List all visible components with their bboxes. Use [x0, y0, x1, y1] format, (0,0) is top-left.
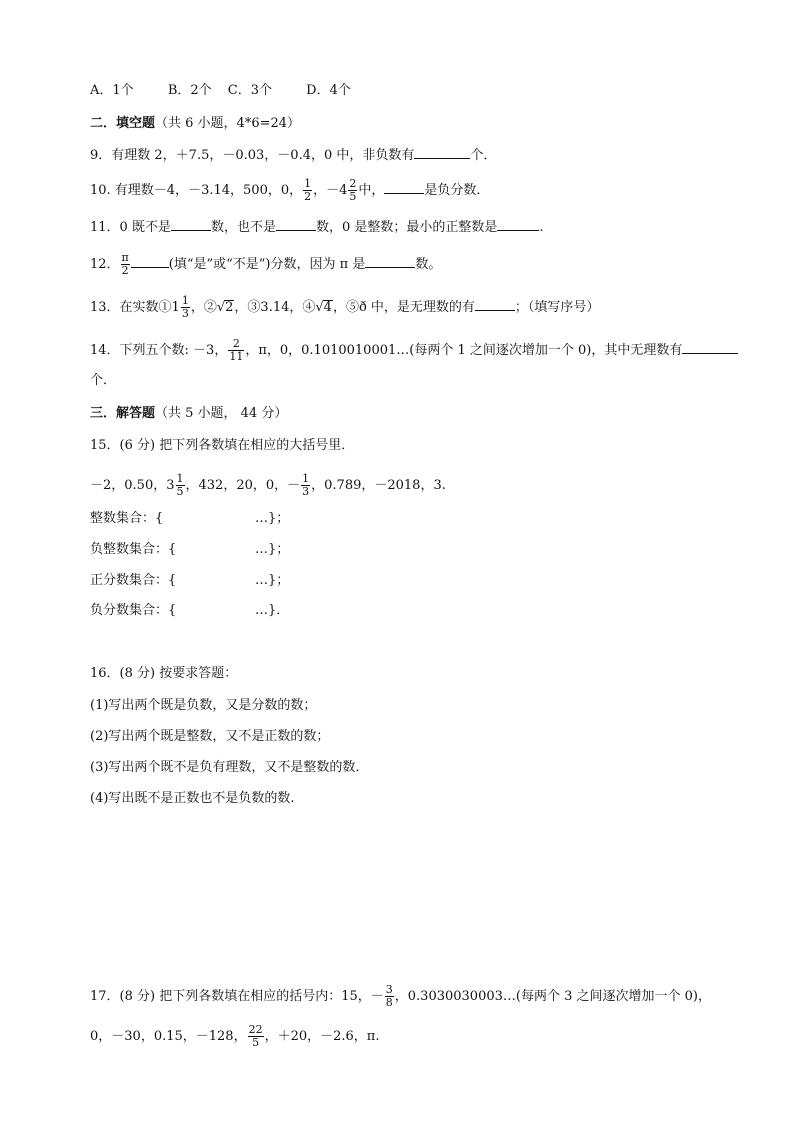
- q15-fraction: [301, 473, 310, 498]
- section-2-note: （共 6 小题，4*6=24）: [155, 116, 301, 131]
- q11-blank-3[interactable]: [497, 218, 539, 231]
- q16-item-1: (1)写出两个既是负数，又是分数的数；: [90, 698, 317, 713]
- question-11: [90, 218, 544, 237]
- option-d: D．4个: [306, 83, 351, 98]
- q11-d: .: [539, 220, 544, 235]
- q10-fraction-1: [303, 178, 312, 203]
- q10-f2-num: 2: [349, 177, 357, 190]
- set-negative-integers-label: 负整数集合：{: [90, 542, 177, 557]
- q17-l2b: ，＋20，－2.6，π.: [264, 1029, 380, 1044]
- q12-den: 2: [121, 264, 129, 277]
- question-14: [90, 338, 738, 363]
- q10-post: 中，: [358, 183, 385, 198]
- q16-item-4: (4)写出既不是正数也不是负数的数.: [90, 791, 295, 806]
- section-3-note: （共 5 小题， 44 分）: [155, 406, 288, 421]
- q17-pre: 17．(8 分) 把下列各数填在相应的括号内：15，－: [90, 989, 384, 1004]
- q15-m1-num: 1: [176, 472, 184, 485]
- q11-blank-1[interactable]: [171, 218, 211, 231]
- q10-f2-den: 5: [349, 190, 357, 203]
- set-negative-integers: [90, 541, 289, 559]
- q15-n2: ，432，20，0，－: [185, 478, 301, 493]
- q13-pre: 13．在实数①: [90, 300, 172, 315]
- set-positive-fractions: [90, 572, 289, 590]
- q10-pre: 10. 有理数－4，－3.14，500，0，: [90, 183, 303, 198]
- q10-mid: ，－4: [313, 183, 348, 198]
- q13-whole: 1: [171, 300, 180, 315]
- option-a: A．1个: [90, 83, 134, 98]
- q12-blank-2[interactable]: [365, 255, 415, 268]
- sqrt-icon: √: [216, 300, 226, 315]
- set-integers-close: …}；: [255, 511, 290, 526]
- q15-f2-den: 3: [302, 485, 310, 498]
- q14-line-2: 个．: [90, 373, 117, 388]
- q14-fraction: [228, 338, 244, 363]
- q11-a: 11．0 既不是: [90, 220, 171, 235]
- q13-fraction: [181, 295, 190, 320]
- q15-n1: －2，0.50，3: [90, 478, 175, 493]
- q10-fraction-2: [348, 178, 357, 203]
- q12-blank-1[interactable]: [131, 255, 169, 268]
- set-positive-fractions-label: 正分数集合：{: [90, 573, 177, 588]
- q14-den: 11: [229, 350, 244, 363]
- q13-c3: ，③3.14，④: [234, 300, 316, 315]
- set-integers-label: 整数集合：{: [90, 511, 164, 526]
- q13-c5: ，⑤ð 中，是无理数的有: [332, 300, 475, 315]
- q17-line-2: [90, 1024, 379, 1049]
- q15-stem: 15．(6 分) 把下列各数填在相应的大括号里．: [90, 438, 355, 453]
- q14-pre: 14．下列五个数: －3，: [90, 343, 228, 358]
- q12-end: 数。: [415, 257, 442, 272]
- set-positive-fractions-close: …}；: [255, 573, 290, 588]
- q10-end: 是负分数．: [424, 183, 490, 198]
- q14-post: ，π，0，0.1010010001…(每两个 1 之间逐次增加一个 0)，其中无理数有: [245, 343, 683, 358]
- q17-f1-den: 8: [385, 996, 393, 1009]
- section-3-title: 三．解答题: [90, 406, 156, 421]
- section-2-title: 二．填空题: [90, 116, 156, 131]
- q17-fraction-1: [385, 984, 394, 1009]
- q12-num: π: [121, 251, 129, 264]
- q15-f2-num: 1: [302, 472, 310, 485]
- sqrt-icon: √: [315, 300, 324, 315]
- q13-end: ；（填写序号）: [514, 300, 600, 315]
- section-3-heading: [90, 405, 287, 423]
- q15-mixed-fraction: [176, 473, 185, 498]
- q17-fraction-2: [248, 1024, 264, 1049]
- set-negative-integers-close: …}；: [255, 542, 290, 557]
- q13-radicand-4: 4: [323, 300, 332, 315]
- question-10: [90, 178, 489, 203]
- q12-mid: (填“是”或“不是”)分数，因为 π 是: [168, 257, 366, 272]
- q9-end: 个．: [470, 148, 497, 163]
- q12-fraction: [121, 252, 130, 277]
- q10-f1-num: 1: [304, 177, 312, 190]
- question-17: [90, 984, 711, 1009]
- q17-f2-den: 5: [252, 1036, 260, 1049]
- q11-blank-2[interactable]: [276, 218, 316, 231]
- question-13: [90, 295, 599, 320]
- q15-m1-den: 5: [176, 485, 184, 498]
- set-negative-fractions-close: …}．: [255, 603, 290, 618]
- question-9: [90, 146, 496, 165]
- q17-f1-num: 3: [385, 983, 393, 996]
- q13-radicand-2: 2: [225, 300, 234, 315]
- q15-n3: ，0.789，－2018，3.: [311, 478, 446, 493]
- choice-options: [90, 82, 351, 100]
- q13-den: 3: [181, 307, 189, 320]
- option-c: C．3个: [227, 83, 272, 98]
- q14-num: 2: [228, 338, 244, 351]
- q13-mixed-number: [172, 295, 191, 320]
- option-b: B．2个: [167, 83, 212, 98]
- section-2-heading: [90, 115, 300, 133]
- q12-pre: 12．: [90, 257, 120, 272]
- q17-f2-num: 22: [248, 1023, 263, 1036]
- set-integers: [90, 510, 289, 528]
- q15-numbers: [90, 473, 446, 498]
- q14-blank[interactable]: [682, 341, 738, 354]
- q16-stem: 16．(8 分) 按要求答题：: [90, 666, 238, 681]
- q9-text: 9．有理数 2，＋7.5，－0.03，－0.4，0 中，非负数有: [90, 148, 415, 163]
- q17-l2a: 0，－30，0.15，－128，: [90, 1029, 247, 1044]
- q11-b: 数，也不是: [210, 220, 276, 235]
- q13-num: 1: [181, 294, 189, 307]
- q13-c2: ，②: [190, 300, 217, 315]
- q11-c: 数，0 是整数；最小的正整数是: [315, 220, 498, 235]
- q17-post: ，0.3030030003…(每两个 3 之间逐次增加一个 0)，: [394, 989, 711, 1004]
- q13-blank[interactable]: [475, 298, 515, 311]
- set-negative-fractions: [90, 602, 289, 620]
- q10-blank[interactable]: [384, 181, 424, 194]
- q9-blank[interactable]: [414, 146, 470, 159]
- set-negative-fractions-label: 负分数集合：{: [90, 603, 177, 618]
- question-12: [90, 252, 441, 277]
- q10-f1-den: 2: [304, 190, 312, 203]
- q16-item-3: (3)写出两个既不是负有理数，又不是整数的数．: [90, 760, 369, 775]
- q16-item-2: (2)写出两个既是整数，又不是正数的数；: [90, 729, 330, 744]
